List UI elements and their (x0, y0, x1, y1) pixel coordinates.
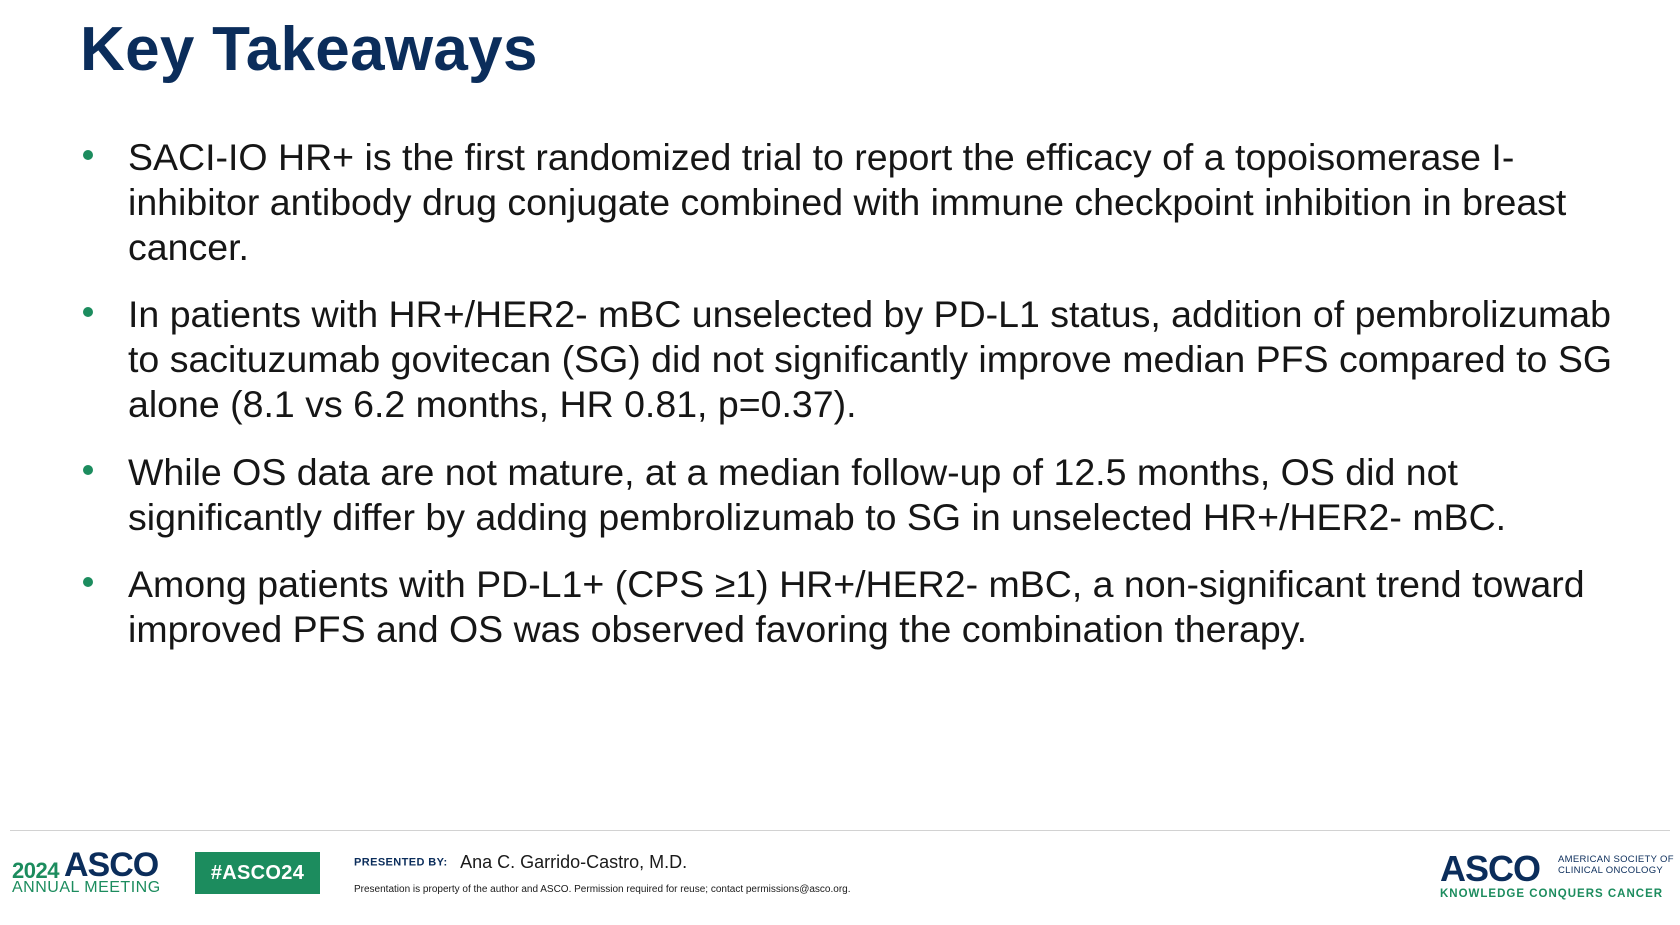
presenter-line (354, 852, 687, 873)
bullet-dot-icon (83, 577, 93, 587)
meeting-logo-year: 2024 (12, 858, 59, 883)
bullet-text: Among patients with PD-L1+ (CPS ≥1) HR+/HER2- mBC, a non-significant trend toward improved PFS and OS was observed favoring the combination therapy. (128, 563, 1585, 650)
bullet-list (80, 135, 1620, 674)
org-logo-tagline: KNOWLEDGE CONQUERS CANCER (1440, 888, 1664, 900)
bullet-item (80, 450, 1620, 540)
hashtag-badge: #ASCO24 (195, 852, 320, 894)
presenter-name: Ana C. Garrido-Castro, M.D. (460, 852, 688, 872)
asco-organization-logo (1440, 848, 1676, 900)
slide-title: Key Takeaways (80, 15, 538, 84)
bullet-text: SACI-IO HR+ is the first randomized trial to report the efficacy of a topoisomerase I-inhibitor antibody drug conjugate combined with immune checkpoint inhibition in breast cancer. (128, 136, 1567, 268)
presented-by-label: PRESENTED BY: (354, 856, 448, 869)
bullet-text: In patients with HR+/HER2- mBC unselected by PD-L1 status, addition of pembrolizumab to sacituzumab govitecan (SG) did not significantly improve median PFS compared to SG alone (8.1 vs 6.2 months, HR 0.81, p=0.37). (128, 293, 1613, 425)
bullet-item (80, 562, 1620, 652)
org-name-line1: AMERICAN SOCIETY OF (1558, 854, 1674, 865)
bullet-item (80, 292, 1620, 427)
meeting-logo-brand: ASCO (64, 846, 159, 884)
bullet-item (80, 135, 1620, 270)
asco-annual-meeting-logo (12, 846, 172, 896)
org-logo-name (1558, 854, 1674, 876)
bullet-dot-icon (83, 307, 93, 317)
bullet-dot-icon (83, 150, 93, 160)
bullet-text: While OS data are not mature, at a median follow-up of 12.5 months, OS did not significantly differ by adding pembrolizumab to SG in unselected HR+/HER2- mBC. (128, 451, 1507, 538)
footer-divider (10, 830, 1670, 831)
footer-permission-note: Presentation is property of the author and ASCO. Permission required for reuse; contact permissions@asco.org. (354, 884, 851, 895)
org-name-line2: CLINICAL ONCOLOGY (1558, 865, 1664, 876)
meeting-logo-subtitle: ANNUAL MEETING (12, 879, 161, 896)
org-logo-brand: ASCO (1440, 848, 1541, 889)
bullet-dot-icon (83, 465, 93, 475)
